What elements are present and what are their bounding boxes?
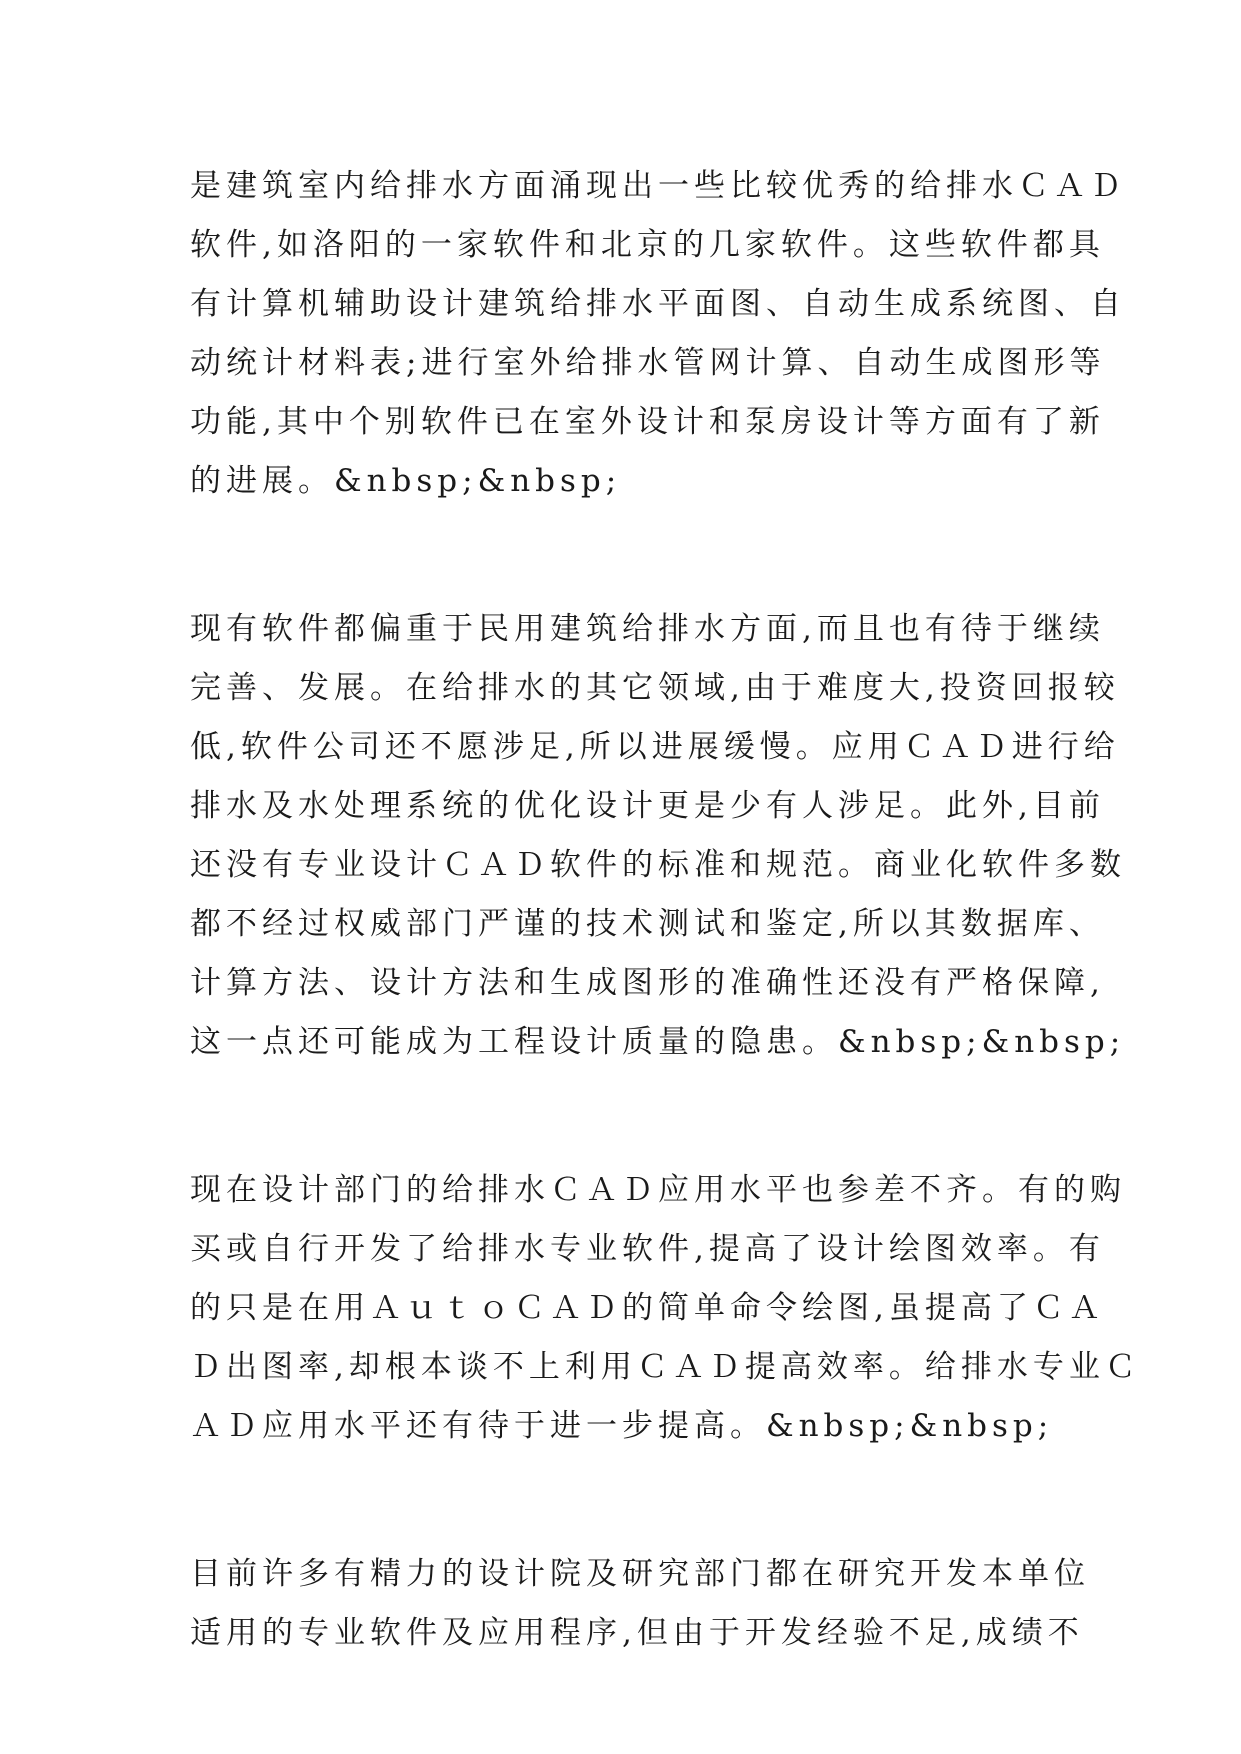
text-line: 功能,其中个别软件已在室外设计和泵房设计等方面有了新 (190, 404, 1105, 440)
text-line: 软件,如洛阳的一家软件和北京的几家软件。这些软件都具 (190, 227, 1105, 263)
paragraph-1 (190, 157, 1126, 511)
paragraph-gap (190, 1456, 1070, 1545)
document-body (190, 157, 1141, 1663)
text-line: 有计算机辅助设计建筑给排水平面图、自动生成系统图、自 (190, 286, 1126, 322)
text-line: 都不经过权威部门严谨的技术测试和鉴定,所以其数据库、 (190, 906, 1105, 942)
text-line: 目前许多有精力的设计院及研究部门都在研究开发本单位 (190, 1556, 1090, 1592)
text-line: 计算方法、设计方法和生成图形的准确性还没有严格保障, (190, 965, 1105, 1001)
text-line: 动统计材料表;进行室外给排水管网计算、自动生成图形等 (190, 345, 1106, 381)
text-line: 还没有专业设计ＣＡＤ软件的标准和规范。商业化软件多数 (190, 847, 1126, 883)
text-line: 现在设计部门的给排水ＣＡＤ应用水平也参差不齐。有的购 (190, 1172, 1126, 1208)
paragraph-4 (190, 1545, 1090, 1663)
text-line: 完善、发展。在给排水的其它领域,由于难度大,投资回报较 (190, 670, 1120, 706)
text-line: 的进展。&nbsp;&nbsp; (190, 463, 622, 499)
text-line: Ｄ出图率,却根本谈不上利用ＣＡＤ提高效率。给排水专业Ｃ (190, 1349, 1141, 1385)
paragraph-3 (190, 1161, 1141, 1456)
paragraph-gap (190, 1072, 1070, 1161)
text-line: 买或自行开发了给排水专业软件,提高了设计绘图效率。有 (190, 1231, 1105, 1267)
paragraph-2 (190, 600, 1126, 1072)
text-line: 是建筑室内给排水方面涌现出一些比较优秀的给排水ＣＡＤ (190, 168, 1126, 204)
paragraph-gap (190, 511, 1070, 600)
text-line: 排水及水处理系统的优化设计更是少有人涉足。此外,目前 (190, 788, 1105, 824)
text-line: 低,软件公司还不愿涉足,所以进展缓慢。应用ＣＡＤ进行给 (190, 729, 1120, 765)
text-line: 的只是在用ＡｕｔｏＣＡＤ的简单命令绘图,虽提高了ＣＡ (190, 1290, 1105, 1326)
text-line: 现有软件都偏重于民用建筑给排水方面,而且也有待于继续 (190, 611, 1105, 647)
text-line: ＡＤ应用水平还有待于进一步提高。&nbsp;&nbsp; (190, 1408, 1054, 1444)
text-line: 适用的专业软件及应用程序,但由于开发经验不足,成绩不 (190, 1615, 1084, 1651)
text-line: 这一点还可能成为工程设计质量的隐患。&nbsp;&nbsp; (190, 1024, 1126, 1060)
